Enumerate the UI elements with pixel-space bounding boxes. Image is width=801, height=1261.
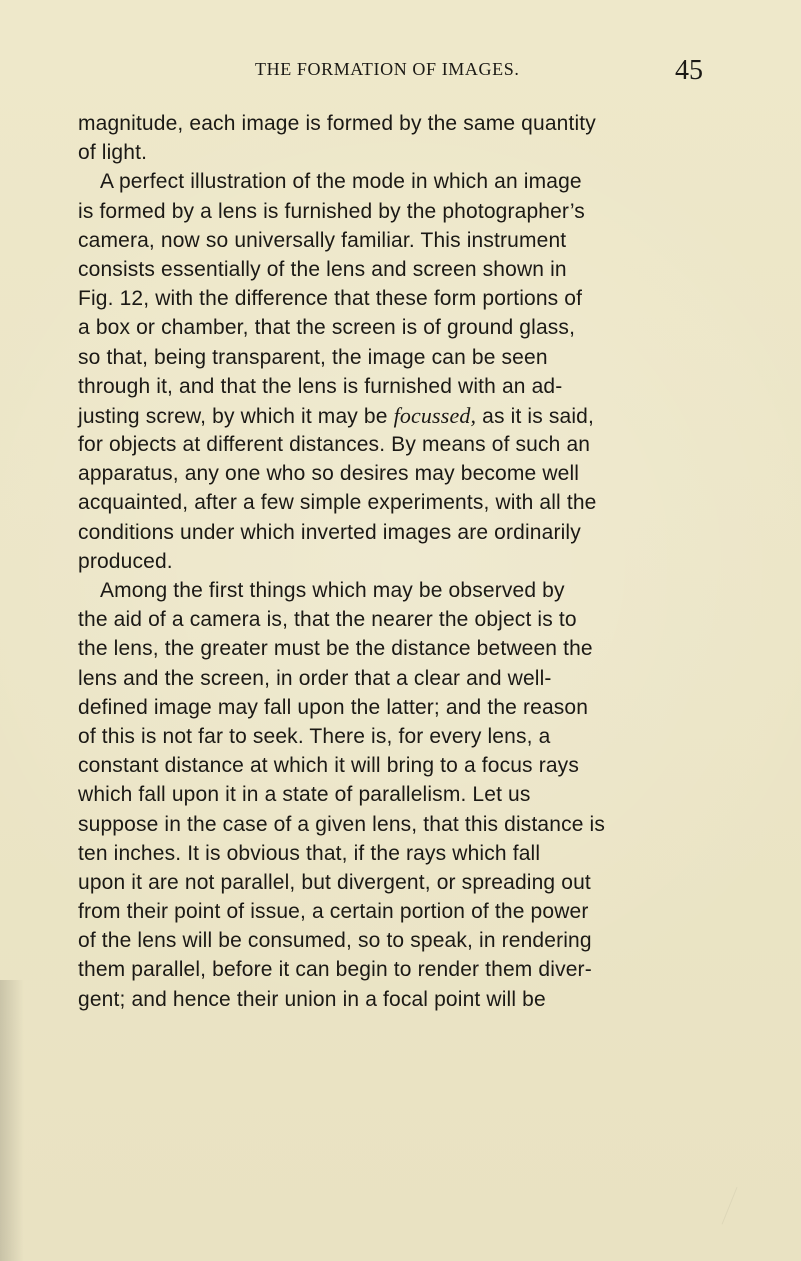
text-line-4: is formed by a lens is furnished by the photographer’s — [78, 199, 585, 223]
text-line-17: Among the first things which may be observed by — [100, 579, 565, 602]
text-line-19: the lens, the greater must be the distance between the — [78, 637, 593, 661]
text-line-1: magnitude, each image is formed by the same quantity — [78, 112, 596, 135]
text-line-15: conditions under which inverted images are ordinarily — [78, 520, 581, 544]
text-line-28: from their point of issue, a certain portion of the power — [78, 900, 589, 924]
text-line-2: of light. — [78, 141, 148, 165]
text-line-14: acquainted, after a few simple experiments, with all the — [78, 491, 597, 515]
text-line-8: a box or chamber, that the screen is of ground glass, — [78, 316, 576, 340]
text-line-9: so that, being transparent, the image can be seen — [78, 345, 548, 369]
text-line-31: gent; and hence their union in a focal point will be — [78, 987, 546, 1011]
text-line-3: A perfect illustration of the mode in which an image — [100, 170, 582, 194]
text-line-5: camera, now so universally familiar. This instrument — [78, 228, 567, 252]
italic-word-focussed: focussed, — [393, 402, 477, 428]
text-line-29: of the lens will be consumed, so to speak, in rendering — [78, 929, 592, 953]
page-edge-shadow — [0, 980, 24, 1261]
text-line-24: which fall upon it in a state of parallelism. Let us — [78, 783, 531, 807]
text-line-27: upon it are not parallel, but divergent, or spreading out — [78, 870, 591, 894]
text-line-16: produced. — [78, 549, 173, 573]
text-line-25: suppose in the case of a given lens, that this distance is — [78, 812, 606, 836]
text-line-22: of this is not far to seek. There is, for every lens, a — [78, 724, 551, 748]
text-line-11-part-1: justing screw, by which it may be — [78, 404, 394, 428]
text-line-18: the aid of a camera is, that the nearer the object is to — [78, 608, 577, 632]
text-line-7: Fig. 12, with the difference that these form portions of — [78, 287, 583, 311]
running-head-title: THE FORMATION OF IMAGES. — [255, 59, 520, 79]
text-line-21: defined image may fall upon the latter; and the reason — [78, 695, 589, 719]
text-line-11-part-3: as it is said, — [476, 404, 594, 428]
text-line-6: consists essentially of the lens and screen shown in — [78, 257, 567, 281]
text-line-11 — [78, 401, 708, 430]
page-corner-mark — [722, 1187, 764, 1235]
body-text — [78, 109, 708, 1014]
text-line-30: them parallel, before it can begin to render them diver- — [78, 958, 592, 982]
text-line-26: ten inches. It is obvious that, if the rays which fall — [78, 841, 541, 865]
text-line-10: through it, and that the lens is furnished with an ad- — [78, 374, 563, 398]
text-line-23: constant distance at which it will bring to a focus rays — [78, 754, 579, 778]
page-number: 45 — [675, 55, 703, 86]
text-line-20: lens and the screen, in order that a clear and well- — [78, 666, 552, 690]
text-line-12: for objects at different distances. By means of such an — [78, 433, 591, 457]
text-line-13: apparatus, any one who so desires may become well — [78, 462, 580, 486]
running-header — [0, 57, 801, 93]
